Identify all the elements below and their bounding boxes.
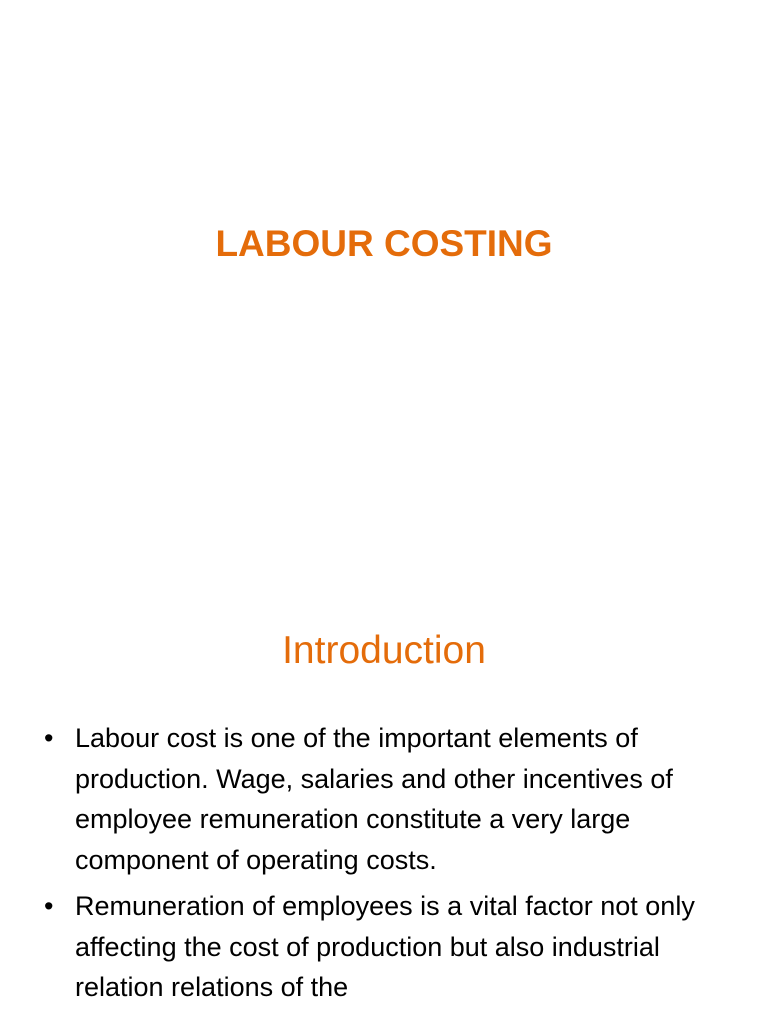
bullet-icon: • [44,891,54,921]
introduction-heading: Introduction [282,629,486,672]
bullet-item [44,886,734,1008]
bullet-item [44,718,734,880]
bullet-icon: • [44,723,54,753]
bullet-text: Remuneration of employees is a vital factor not only affecting the cost of production but also industrial relation relations of the [75,891,695,1002]
bullet-text: Labour cost is one of the important elements of production. Wage, salaries and other incentives of employee remuneration constitute a very large component of operating costs. [75,723,673,875]
slide-introduction [0,576,768,1024]
slide-title-heading: LABOUR COSTING [215,223,553,264]
bullet-list [44,718,734,1014]
